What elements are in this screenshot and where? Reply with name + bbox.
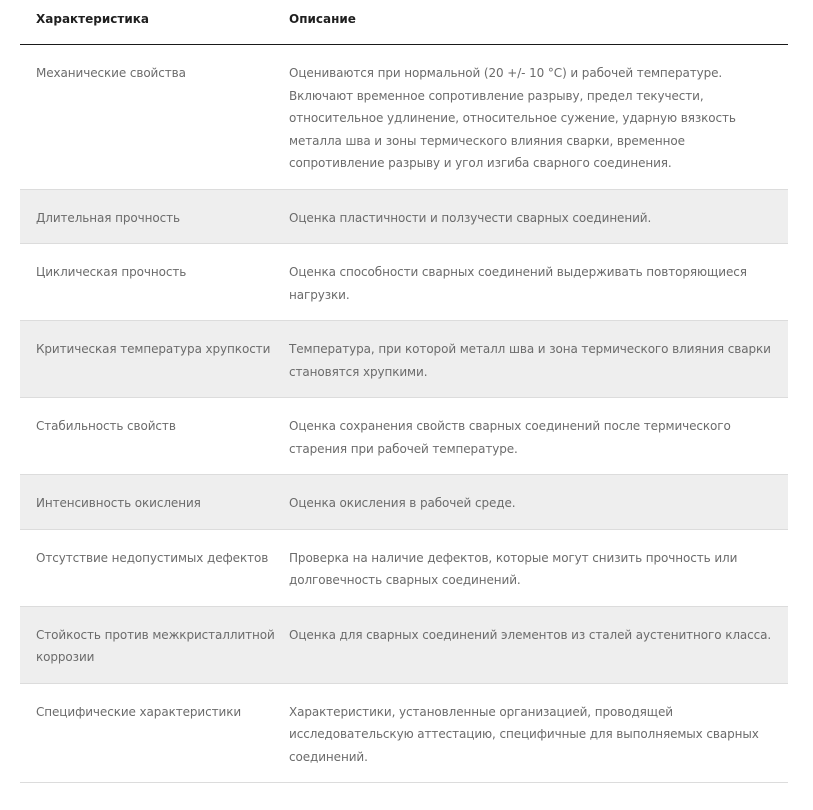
row-description: Температура, при которой металл шва и зона термического влияния сварки становятся хрупкими. bbox=[289, 342, 771, 379]
table-header bbox=[20, 0, 788, 45]
row-characteristic: Длительная прочность bbox=[36, 210, 180, 225]
row-characteristic: Циклическая прочность bbox=[36, 265, 187, 279]
row-description: Характеристики, установленные организацией, проводящей исследовательскую аттестацию, специфичные для выполняемых сварных соединений. bbox=[289, 704, 759, 764]
row-description: Оценка пластичности и ползучести сварных соединений. bbox=[289, 210, 652, 225]
row-characteristic: Интенсивность окисления bbox=[36, 496, 201, 510]
header-description: Описание bbox=[289, 12, 356, 26]
table-row bbox=[20, 475, 788, 530]
table-row bbox=[20, 607, 788, 684]
row-characteristic: Специфические характеристики bbox=[36, 704, 242, 719]
row-description: Оценка способности сварных соединений выдерживать повторяющиеся нагрузки. bbox=[289, 265, 747, 302]
characteristics-table bbox=[20, 0, 788, 783]
row-characteristic: Стойкость против межкристаллитной коррозии bbox=[36, 627, 275, 664]
row-description: Оценка сохранения свойств сварных соединений после термического старения при рабочей температуре. bbox=[289, 419, 731, 456]
row-characteristic: Критическая температура хрупкости bbox=[36, 342, 271, 356]
table-row bbox=[20, 321, 788, 398]
row-description: Оцениваются при нормальной (20 +/- 10 °C) и рабочей температуре. Включают временное сопротивление разрыву, предел текучести, относительное удлинение, относительное сужение, ударную вязкость металла шва и зоны термического влияния сварки, временное сопротивление разрыву и угол изгиба сварного соединения. bbox=[289, 66, 736, 170]
table-row bbox=[20, 530, 788, 607]
table-row bbox=[20, 190, 788, 245]
row-characteristic: Стабильность свойств bbox=[36, 419, 176, 433]
row-characteristic: Отсутствие недопустимых дефектов bbox=[36, 550, 269, 565]
header-characteristic: Характеристика bbox=[36, 12, 149, 26]
table-row bbox=[20, 398, 788, 475]
row-description: Оценка для сварных соединений элементов из сталей аустенитного класса. bbox=[289, 627, 772, 642]
row-description: Оценка окисления в рабочей среде. bbox=[289, 496, 516, 510]
table-row bbox=[20, 684, 788, 784]
table-row bbox=[20, 244, 788, 321]
table-row bbox=[20, 45, 788, 190]
row-characteristic: Механические свойства bbox=[36, 66, 186, 80]
row-description: Проверка на наличие дефектов, которые могут снизить прочность или долговечность сварных соединений. bbox=[289, 550, 738, 587]
